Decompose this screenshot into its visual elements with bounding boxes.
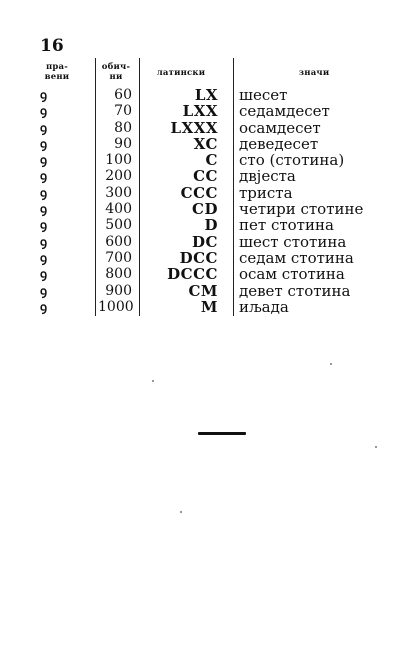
header-arabic-line-1: обич- (101, 62, 131, 72)
glyph-numeral: ꝯ (40, 267, 47, 282)
table-row (0, 136, 400, 152)
numeral-table (0, 87, 400, 315)
arabic-numeral: 200 (105, 168, 132, 185)
arabic-numeral: 400 (105, 201, 132, 218)
latin-numeral: M (200, 297, 218, 316)
arabic-numeral: 70 (114, 103, 132, 120)
table-row (0, 266, 400, 282)
numeral-meaning: двјеста (239, 167, 296, 186)
arabic-numeral: 90 (114, 135, 132, 152)
glyph-numeral: ꝯ (40, 104, 47, 119)
numeral-meaning: иљада (239, 297, 289, 316)
table-row (0, 217, 400, 233)
table-row (0, 185, 400, 201)
numeral-meaning: деведесет (239, 134, 319, 153)
header-latin: латински (156, 68, 206, 78)
arabic-numeral: 300 (105, 184, 132, 201)
page-number: 16 (40, 36, 64, 56)
header-arabic-line-2: ни (109, 72, 123, 82)
table-row (0, 168, 400, 184)
numeral-meaning: седамдесет (239, 102, 330, 121)
numeral-meaning: сто (стотина) (239, 151, 345, 170)
latin-numeral: LX (194, 86, 218, 104)
arabic-numeral: 1000 (98, 298, 134, 315)
latin-numeral: CC (193, 167, 218, 186)
header-arabic (96, 62, 136, 82)
glyph-numeral: ꝯ (40, 185, 47, 200)
table-row (0, 103, 400, 119)
table-row (0, 283, 400, 299)
latin-numeral: LXXX (170, 118, 218, 137)
numeral-meaning: осам стотина (239, 265, 345, 284)
numeral-meaning: шест стотина (239, 232, 347, 251)
latin-numeral: D (204, 216, 218, 235)
section-rule (198, 432, 246, 435)
table-row (0, 152, 400, 168)
arabic-numeral: 600 (105, 233, 132, 250)
glyph-numeral: ꝯ (40, 250, 47, 265)
table-row (0, 120, 400, 136)
scan-speck (330, 363, 332, 365)
header-glyph-line-2: вени (44, 72, 70, 82)
numeral-meaning: пет стотина (239, 216, 334, 235)
arabic-numeral: 800 (105, 266, 132, 283)
latin-numeral: CM (188, 281, 218, 300)
scan-speck (375, 446, 377, 448)
numeral-meaning: триста (239, 183, 293, 202)
numeral-meaning: четири стотине (239, 200, 364, 219)
glyph-numeral: ꝯ (40, 283, 47, 298)
arabic-numeral: 500 (105, 217, 132, 234)
numeral-meaning: шесет (239, 86, 288, 104)
latin-numeral: C (205, 151, 218, 170)
table-row (0, 201, 400, 217)
arabic-numeral: 100 (105, 152, 132, 169)
scan-speck (152, 380, 154, 382)
numeral-meaning: девет стотина (239, 281, 351, 300)
arabic-numeral: 60 (114, 87, 132, 103)
header-meaning: значи (298, 68, 330, 78)
arabic-numeral: 700 (105, 249, 132, 266)
arabic-numeral: 80 (114, 119, 132, 136)
header-glyph (37, 62, 77, 82)
table-row (0, 250, 400, 266)
latin-numeral: CD (192, 200, 218, 219)
numeral-meaning: седам стотина (239, 248, 354, 267)
glyph-numeral: ꝯ (40, 88, 47, 102)
numeral-meaning: осамдесет (239, 118, 321, 137)
latin-numeral: LXX (182, 102, 218, 121)
latin-numeral: DC (192, 232, 218, 251)
arabic-numeral: 900 (105, 282, 132, 299)
latin-numeral: XC (193, 134, 218, 153)
latin-numeral: DCC (179, 248, 218, 267)
latin-numeral: DCCC (167, 265, 218, 284)
scan-speck (180, 511, 182, 513)
glyph-numeral: ꝯ (40, 136, 47, 151)
glyph-numeral: ꝯ (40, 169, 47, 184)
glyph-numeral: ꝯ (40, 153, 47, 168)
latin-numeral: CCC (180, 183, 218, 202)
glyph-numeral: ꝯ (40, 234, 47, 249)
header-glyph-line-1: пра- (45, 62, 68, 72)
table-row (0, 299, 400, 315)
table-row (0, 87, 400, 103)
glyph-numeral: ꝯ (40, 202, 47, 217)
table-row (0, 234, 400, 250)
glyph-numeral: ꝯ (40, 299, 47, 314)
glyph-numeral: ꝯ (40, 120, 47, 135)
glyph-numeral: ꝯ (40, 218, 47, 233)
